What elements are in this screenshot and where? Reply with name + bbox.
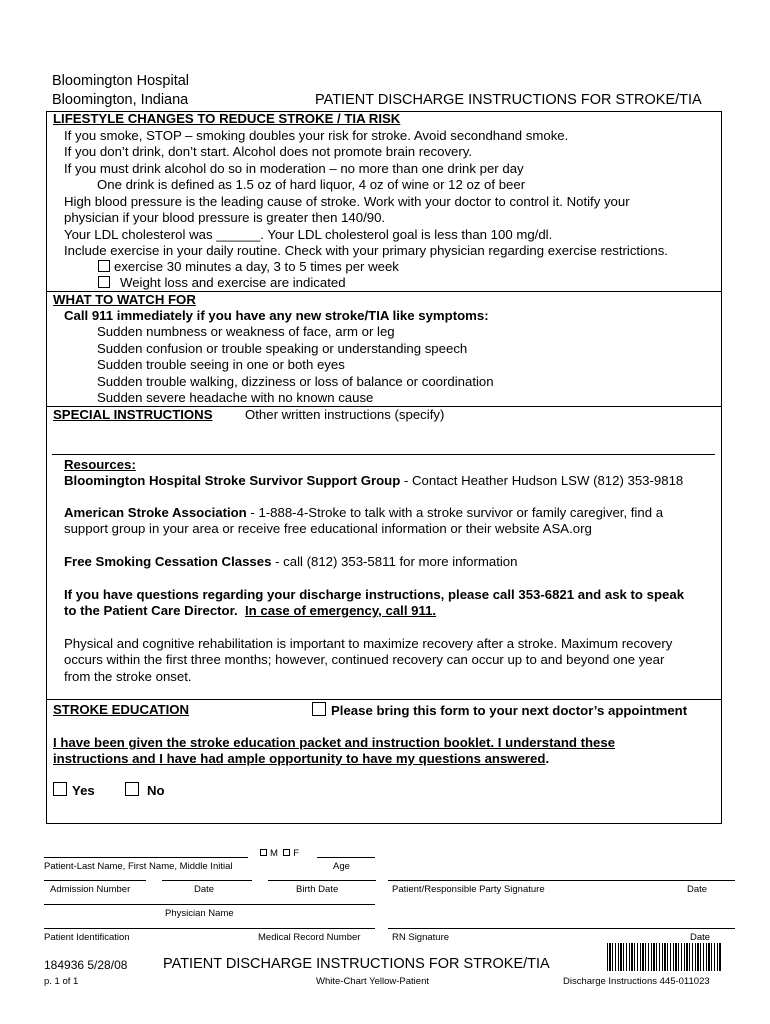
- smoking-line: [64, 554, 517, 569]
- birth-date-label: Birth Date: [296, 884, 339, 895]
- barcode: [607, 943, 722, 971]
- questions-text: to the Patient Care Director.: [64, 603, 246, 618]
- patient-identification-label: Patient Identification: [44, 932, 130, 943]
- hospital-name: Bloomington Hospital: [52, 73, 190, 89]
- rehab-line: from the stroke onset.: [64, 669, 192, 684]
- yes-label: Yes: [72, 783, 95, 798]
- lifestyle-line: If you must drink alcohol do so in moderation – no more than one drink per day: [64, 161, 524, 176]
- education-statement-1: I have been given the stroke education packet and instruction booklet. I understand these: [53, 735, 616, 750]
- support-group-line: [64, 473, 683, 488]
- asa-text-2: support group in your area or receive free educational information or their website ASA.org: [64, 521, 592, 536]
- copy-distribution: White-Chart Yellow-Patient: [316, 976, 429, 987]
- special-heading: SPECIAL INSTRUCTIONS: [53, 407, 213, 422]
- admission-number-label: Admission Number: [50, 884, 131, 895]
- patient-signature-label: Patient/Responsible Party Signature: [392, 884, 545, 895]
- asa-line: [64, 505, 663, 520]
- physician-name-line[interactable]: [44, 904, 375, 905]
- yes-option: [53, 782, 95, 798]
- date-label: Date: [194, 884, 215, 895]
- lifestyle-line: One drink is defined as 1.5 oz of hard liquor, 4 oz of wine or 12 oz of beer: [97, 177, 526, 192]
- symptom-item: Sudden numbness or weakness of face, arm or leg: [97, 324, 395, 339]
- questions-line-1: If you have questions regarding your discharge instructions, please call 353-6821 and ask to speak: [64, 587, 685, 602]
- support-group-name: Bloomington Hospital Stroke Survivor Support Group: [64, 473, 401, 488]
- rn-signature-label: RN Signature: [392, 932, 450, 943]
- no-option: [125, 782, 165, 798]
- symptom-item: Sudden trouble walking, dizziness or loss of balance or coordination: [97, 374, 494, 389]
- date-line[interactable]: [162, 880, 252, 881]
- male-checkbox[interactable]: [260, 849, 267, 856]
- sex-option: [260, 848, 299, 859]
- date-label: Date: [690, 932, 711, 943]
- patient-name-line[interactable]: [44, 857, 248, 858]
- symptom-item: Sudden severe headache with no known cause: [97, 390, 374, 405]
- lifestyle-line: If you smoke, STOP – smoking doubles your risk for stroke. Avoid secondhand smoke.: [64, 128, 569, 143]
- no-label: No: [147, 783, 165, 798]
- divider: [46, 699, 722, 700]
- asa-name: American Stroke Association: [64, 505, 247, 520]
- patient-identification-line[interactable]: [44, 928, 375, 929]
- symptom-item: Sudden confusion or trouble speaking or understanding speech: [97, 341, 468, 356]
- education-statement-2: instructions and I have had ample opportunity to have my questions answered: [53, 751, 546, 766]
- hospital-location: Bloomington, Indiana: [52, 92, 189, 108]
- exercise-option: [98, 259, 399, 274]
- questions-line-2: [64, 603, 436, 618]
- watch-heading: WHAT TO WATCH FOR: [53, 292, 196, 307]
- call-911-text: Call 911 immediately if you have any new stroke/TIA like symptoms:: [64, 308, 489, 323]
- form-title: PATIENT DISCHARGE INSTRUCTIONS FOR STROKE/TIA: [315, 92, 702, 108]
- lifestyle-line: If you don’t drink, don’t start. Alcohol does not promote brain recovery.: [64, 144, 473, 159]
- age-line[interactable]: [317, 857, 375, 858]
- resources-heading: Resources:: [64, 457, 136, 472]
- rehab-line: Physical and cognitive rehabilitation is important to maximize recovery after a stroke. Maximum recovery: [64, 636, 673, 651]
- form-number: 184936 5/28/08: [44, 958, 128, 972]
- footer-title: PATIENT DISCHARGE INSTRUCTIONS FOR STROKE/TIA: [163, 956, 550, 972]
- bring-form-label: Please bring this form to your next doctor’s appointment: [331, 703, 688, 718]
- statement-period: .: [545, 751, 550, 766]
- exercise-checkbox[interactable]: [98, 260, 110, 272]
- smoking-name: Free Smoking Cessation Classes: [64, 554, 272, 569]
- weight-label: Weight loss and exercise are indicated: [120, 275, 346, 290]
- bring-form-checkbox[interactable]: [312, 702, 326, 716]
- no-checkbox[interactable]: [125, 782, 139, 796]
- patient-signature-line[interactable]: [388, 880, 735, 881]
- ldl-line: Your LDL cholesterol was ______. Your LDL cholesterol goal is less than 100 mg/dl.: [64, 227, 553, 242]
- other-instructions-label: Other written instructions (specify): [245, 407, 445, 422]
- asa-text: - 1-888-4-Stroke to talk with a stroke survivor or family caregiver, find a: [246, 505, 664, 520]
- education-heading: STROKE EDUCATION: [53, 702, 190, 717]
- male-label: M: [270, 848, 278, 859]
- medical-record-number-label: Medical Record Number: [258, 932, 361, 943]
- smoking-text: - call (812) 353-5811 for more information: [271, 554, 518, 569]
- weight-checkbox[interactable]: [98, 276, 110, 288]
- physician-name-label: Physician Name: [165, 908, 234, 919]
- exercise-label: exercise 30 minutes a day, 3 to 5 times per week: [114, 259, 399, 274]
- emergency-text: In case of emergency, call 911.: [245, 603, 437, 618]
- yes-checkbox[interactable]: [53, 782, 67, 796]
- symptom-item: Sudden trouble seeing in one or both eyes: [97, 357, 345, 372]
- female-checkbox[interactable]: [283, 849, 290, 856]
- age-label: Age: [333, 861, 350, 872]
- rn-signature-line[interactable]: [388, 928, 735, 929]
- special-instructions-line[interactable]: [52, 454, 715, 455]
- lifestyle-heading: LIFESTYLE CHANGES TO REDUCE STROKE / TIA RISK: [53, 111, 401, 126]
- weight-option: [98, 275, 346, 290]
- female-label: F: [293, 848, 300, 859]
- bring-form-option: [312, 702, 687, 718]
- patient-name-label: Patient-Last Name, First Name, Middle Initial: [44, 861, 233, 872]
- lifestyle-line: physician if your blood pressure is greater then 140/90.: [64, 210, 386, 225]
- lifestyle-line: High blood pressure is the leading cause of stroke. Work with your doctor to control it. Notify your: [64, 194, 630, 209]
- support-group-contact: - Contact Heather Hudson LSW (812) 353-9818: [400, 473, 684, 488]
- date-label: Date: [687, 884, 708, 895]
- admission-number-line[interactable]: [44, 880, 146, 881]
- rehab-line: occurs within the first three months; however, continued recovery can occur up to and beyond one year: [64, 652, 665, 667]
- birth-date-line[interactable]: [268, 880, 376, 881]
- lifestyle-line: Include exercise in your daily routine. Check with your primary physician regarding exercise restrictions.: [64, 243, 668, 258]
- document-code: Discharge Instructions 445-011023: [563, 976, 710, 987]
- page-number: p. 1 of 1: [44, 976, 79, 987]
- education-statement-2-line: [53, 751, 549, 766]
